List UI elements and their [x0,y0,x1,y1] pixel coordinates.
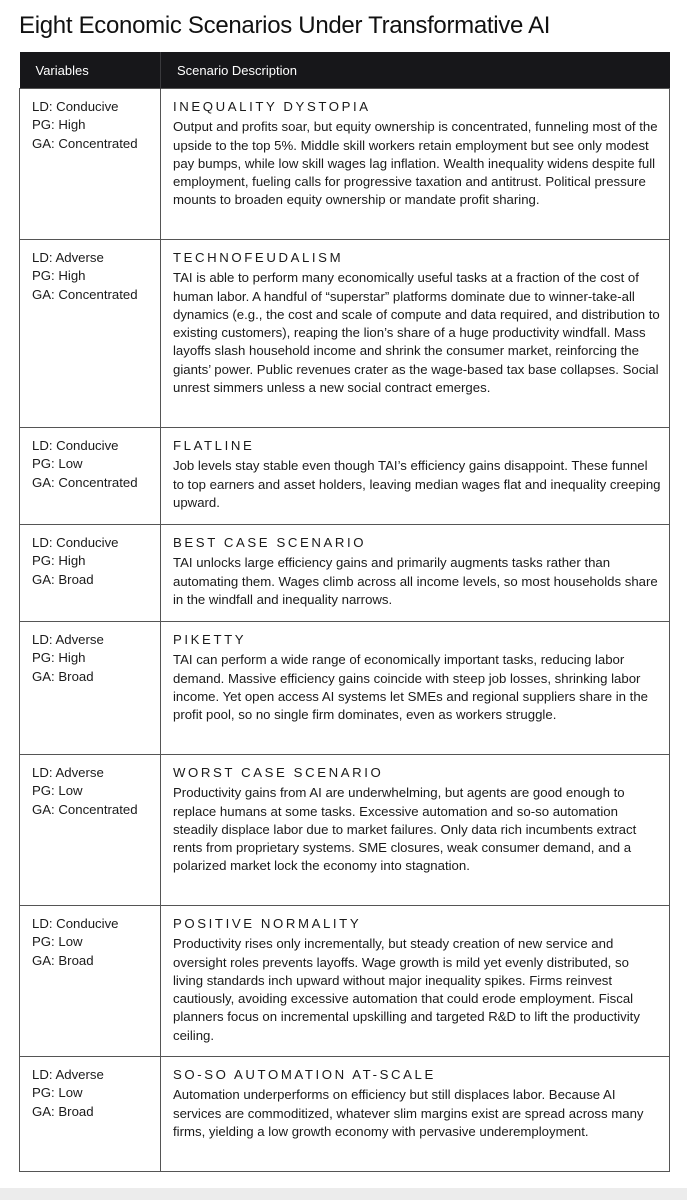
productivity-growth-value: PG: Low [32,1085,83,1101]
gains-allocation-value: GA: Broad [32,668,94,684]
scenario-title: PIKETTY [173,632,247,647]
productivity-growth-value: PG: Low [32,456,83,472]
scenario-title: POSITIVE NORMALITY [173,916,362,931]
table-row [20,906,670,1057]
scenario-title: BEST CASE SCENARIO [173,535,367,550]
labor-demand-value: LD: Conducive [32,438,119,453]
description-cell [161,622,670,755]
variables-cell [20,89,161,240]
table-body [20,89,670,1172]
description-cell [161,906,670,1057]
labor-demand-value: LD: Adverse [32,765,104,780]
gains-allocation-value: GA: Concentrated [32,474,138,490]
variables-cell [20,1057,161,1172]
gains-allocation-value: GA: Concentrated [32,286,138,302]
labor-demand-value: LD: Conducive [32,916,119,931]
scenario-description: TAI can perform a wide range of economically important tasks, reducing labor demand. Massive efficiency gains coincide with steep job losses, shrinking labor income. Yet open access AI systems let SMEs and regional suppliers share in the profit pool, so no single firm dominates, even as workers struggle. [173,652,649,723]
variables-cell [20,622,161,755]
scenario-description: TAI unlocks large efficiency gains and primarily augments tasks rather than automating them. Wages climb across all income levels, so most households share in the windfall and inequality narrows. [173,555,658,607]
description-cell [161,525,670,622]
table-row [20,428,670,525]
scenario-table [19,52,670,1172]
scenario-description: Productivity rises only incrementally, but steady creation of new service and oversight roles prevents layoffs. Wage growth is mild yet evenly distributed, so living standards inch upward without major inequality spikes. Firms reinvest cautiously, avoiding excessive automation that could erode employment. Fiscal planners focus on incremental upskilling and targeted R&D to lift the productivity ceiling. [173,936,640,1043]
description-cell [161,240,670,428]
header-row [20,52,670,89]
description-cell [161,755,670,906]
productivity-growth-value: PG: High [32,117,86,133]
table-row [20,622,670,755]
scenario-description: Output and profits soar, but equity ownership is concentrated, funneling most of the upside to the top 5%. Middle skill workers retain employment but see only modest pay bumps, while low skill wages lag inflation. Wealth inequality widens despite full employment, fueling calls for progressive taxation and antitrust. Political pressure mounts to broaden equity ownership or mandate profit sharing. [173,119,658,208]
labor-demand-value: LD: Conducive [32,535,119,550]
header-variables: Variables [20,52,161,89]
variables-cell [20,906,161,1057]
productivity-growth-value: PG: Low [32,783,83,799]
description-cell [161,89,670,240]
labor-demand-value: LD: Adverse [32,632,104,647]
scenario-title: FLATLINE [173,438,255,453]
table-row [20,755,670,906]
scenario-description: Automation underperforms on efficiency but still displaces labor. Because AI services are commoditized, whatever slim margins exist are spread across many firms, yielding a low growth economy with pervasive underemployment. [173,1087,644,1139]
table-row [20,1057,670,1172]
table-header [20,52,670,89]
table-row [20,240,670,428]
variables-cell [20,428,161,525]
scenario-description: Productivity gains from AI are underwhelming, but agents are good enough to replace humans at some tasks. Excessive automation and so-so automation steadily displace labor due to market failures. Only data rich incumbents extract rents from proprietary systems. SME closures, weak consumer demand, and a polarized market lock the economy into stagnation. [173,785,637,874]
gains-allocation-value: GA: Broad [32,952,94,968]
description-cell [161,428,670,525]
variables-cell [20,240,161,428]
gains-allocation-value: GA: Concentrated [32,801,138,817]
scenario-title: SO-SO AUTOMATION AT-SCALE [173,1067,436,1082]
labor-demand-value: LD: Adverse [32,250,104,265]
page-title: Eight Economic Scenarios Under Transformative AI [19,12,551,39]
labor-demand-value: LD: Adverse [32,1067,104,1082]
gains-allocation-value: GA: Concentrated [32,135,138,151]
table-row [20,525,670,622]
scenario-title: TECHNOFEUDALISM [173,250,344,265]
productivity-growth-value: PG: High [32,553,86,569]
bottom-strip [0,1188,687,1200]
variables-cell [20,755,161,906]
gains-allocation-value: GA: Broad [32,1103,94,1119]
scenario-table-container [19,52,669,1172]
scenario-description: Job levels stay stable even though TAI’s efficiency gains disappoint. These funnel to top earners and asset holders, leaving median wages flat and inequality creeping upward. [173,458,661,510]
header-scenario-description: Scenario Description [161,52,670,89]
scenario-title: WORST CASE SCENARIO [173,765,384,780]
scenario-description: TAI is able to perform many economically useful tasks at a fraction of the cost of human labor. A handful of “superstar” platforms dominate due to winner-take-all dynamics (e.g., the cost and scale of compute and data required, and distribution to existing customers), reaping the lion’s share of a huge productivity windfall. Mass layoffs slash household income and shrink the consumer market, reinforcing the giants’ power. Public revenues crater as the wage-based tax base collapses. Social unrest simmers unless a new social contract emerges. [173,270,660,396]
productivity-growth-value: PG: High [32,650,86,666]
productivity-growth-value: PG: Low [32,934,83,950]
labor-demand-value: LD: Conducive [32,99,119,114]
productivity-growth-value: PG: High [32,268,86,284]
scenario-title: INEQUALITY DYSTOPIA [173,99,371,114]
table-row [20,89,670,240]
description-cell [161,1057,670,1172]
variables-cell [20,525,161,622]
gains-allocation-value: GA: Broad [32,571,94,587]
